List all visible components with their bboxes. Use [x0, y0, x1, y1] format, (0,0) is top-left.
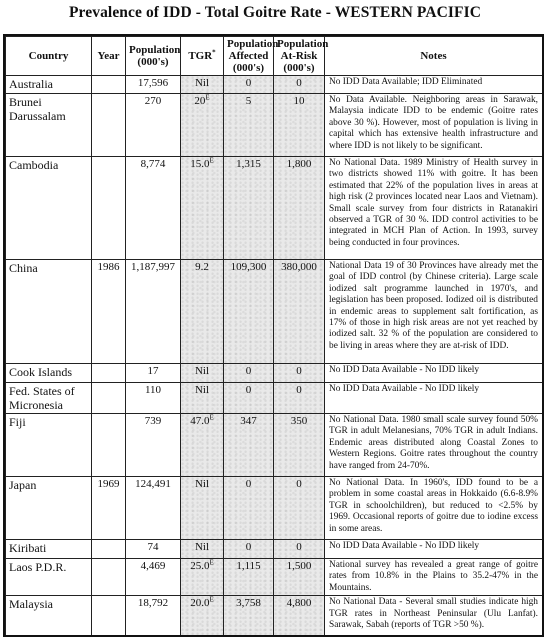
- cell-country: Australia: [6, 76, 92, 94]
- cell-tgr-value: 47.0: [190, 415, 210, 427]
- header-at-risk: [274, 37, 329, 76]
- cell-affected: 0: [224, 477, 274, 540]
- cell-tgr-value: 20.0: [190, 597, 210, 610]
- cell-at-risk: 350: [274, 414, 325, 477]
- table-row: [6, 540, 543, 559]
- header-atrisk-line2: At-Risk: [280, 50, 318, 62]
- header-affected-line2: Affected: [228, 50, 269, 62]
- cell-affected: 0: [224, 383, 274, 414]
- header-country: Country: [6, 37, 92, 76]
- cell-tgr: [181, 94, 224, 157]
- cell-year: [92, 383, 126, 414]
- table-row: [6, 383, 543, 414]
- cell-tgr: [181, 260, 224, 364]
- cell-affected: 5: [224, 94, 274, 157]
- header-affected-line3: (000's): [232, 62, 265, 74]
- cell-tgr: [181, 559, 224, 596]
- cell-tgr-value: Nil: [194, 384, 210, 396]
- cell-population: 270: [126, 94, 181, 157]
- cell-at-risk: 4,800: [274, 596, 325, 637]
- page-title: Prevalence of IDD - Total Goitre Rate - WESTERN PACIFIC: [68, 4, 482, 21]
- cell-notes: No National Data. In 1960's, IDD found to be a problem in some coastal areas in Hokkaido (6.6-8.9% TGR in schoolchildren), but reduced to <2.5% by 1969. Occasional reports of goitre due to iodine excess in some areas.: [325, 477, 543, 540]
- cell-year: [92, 414, 126, 477]
- cell-notes: No National Data. 1980 small scale survey found 50% TGR in adult Melanesians, 70% TGR in adult Indians. Endemic areas distributed along Coastal Zones to Western Regions. Goitre rates throughout the country have ranged from 24-70%.: [325, 414, 543, 477]
- cell-at-risk: 0: [274, 76, 325, 94]
- table-row: [6, 559, 543, 596]
- table-row: [6, 94, 543, 157]
- cell-notes: National Data 19 of 30 Provinces have already met the goal of IDD control (by Chinese criteria). Large scale iodized salt programme launched in 1970's, and legislation has been proposed. Iodized oil is distributed in endemic areas to supplement salt fortification, as 17% of those in high risk areas are not yet reached by iodized salt. 32 % of the population are considered to be living in areas where they are at-risk of IDD.: [325, 260, 543, 364]
- header-affected: [224, 37, 279, 76]
- cell-year: 1986: [92, 260, 126, 364]
- cell-at-risk: 0: [274, 364, 325, 383]
- cell-affected: 109,300: [224, 260, 274, 364]
- cell-tgr-sup: E: [209, 595, 214, 604]
- cell-country: Laos P.D.R.: [6, 559, 92, 596]
- cell-at-risk: 380,000: [274, 260, 325, 364]
- cell-population: 8,774: [126, 157, 181, 260]
- cell-at-risk: 0: [274, 540, 325, 559]
- cell-population: 74: [126, 540, 181, 559]
- cell-country: China: [6, 260, 92, 364]
- cell-population: 124,491: [126, 477, 181, 540]
- cell-country: Cook Islands: [6, 364, 92, 383]
- cell-country: Japan: [6, 477, 92, 540]
- header-population-line2: (000's): [137, 56, 169, 68]
- cell-country: Malaysia: [6, 596, 92, 637]
- cell-affected: 1,315: [224, 157, 274, 260]
- table-row: [6, 414, 543, 477]
- cell-tgr-value: Nil: [194, 365, 210, 377]
- cell-tgr-sup: E: [209, 156, 214, 165]
- cell-population: 17: [126, 364, 181, 383]
- cell-year: [92, 94, 126, 157]
- header-year: Year: [92, 37, 126, 76]
- cell-tgr-value: Nil: [194, 478, 210, 490]
- cell-tgr-value: 9.2: [195, 261, 209, 273]
- cell-notes: No Data Available. Neighboring areas in Sarawak, Malaysia indicate IDD to be endemic (Goitre rates above 30 %). However, most of population is living in capital which has extensive health infrastructure and where IDD is not likely to be significant.: [325, 94, 543, 157]
- cell-tgr: [181, 477, 224, 540]
- cell-tgr: [181, 157, 224, 260]
- cell-population: 739: [126, 414, 181, 477]
- cell-tgr-sup: E: [209, 413, 214, 422]
- table-row: [6, 477, 543, 540]
- cell-at-risk: 10: [274, 94, 325, 157]
- cell-affected: 0: [224, 76, 274, 94]
- cell-year: [92, 76, 126, 94]
- cell-country: Fed. States of Micronesia: [6, 383, 92, 414]
- cell-year: 1969: [92, 477, 126, 540]
- header-population: [126, 37, 181, 76]
- cell-tgr-value: 20: [194, 95, 206, 107]
- cell-tgr: [181, 383, 224, 414]
- cell-country: Cambodia: [6, 157, 92, 260]
- table-row: [6, 364, 543, 383]
- cell-year: [92, 559, 126, 596]
- header-affected-line1: Population: [227, 38, 279, 50]
- header-atrisk-line3: (000's): [283, 62, 315, 74]
- cell-year: [92, 364, 126, 383]
- cell-affected: 0: [224, 540, 274, 559]
- cell-tgr-value: 25.0: [190, 560, 210, 572]
- cell-tgr: [181, 364, 224, 383]
- idd-table: [5, 36, 543, 637]
- table-row: [6, 596, 543, 637]
- cell-affected: 347: [224, 414, 274, 477]
- cell-population: 4,469: [126, 559, 181, 596]
- header-tgr-sup: *: [212, 48, 216, 57]
- cell-population: 1,187,997: [126, 260, 181, 364]
- cell-affected: 3,758: [224, 596, 274, 637]
- cell-notes: No IDD Data Available - No IDD likely: [325, 364, 543, 383]
- cell-country: Brunei Darussalam: [6, 94, 92, 157]
- header-tgr: [181, 37, 224, 76]
- cell-country: Kiribati: [6, 540, 92, 559]
- cell-notes: No IDD Data Available - No IDD likely: [325, 383, 543, 414]
- cell-year: [92, 596, 126, 637]
- cell-tgr-value: Nil: [194, 541, 210, 553]
- cell-at-risk: 0: [274, 383, 325, 414]
- cell-year: [92, 540, 126, 559]
- header-tgr-label: TGR: [188, 50, 213, 62]
- cell-affected: 0: [224, 364, 274, 383]
- cell-affected: 1,115: [224, 559, 274, 596]
- cell-tgr: [181, 540, 224, 559]
- header-notes: Notes: [325, 37, 543, 76]
- cell-tgr-value: Nil: [194, 77, 210, 89]
- idd-table-frame: [3, 34, 544, 637]
- cell-notes: National survey has revealed a great range of goitre rates from 10.8% in the Plains to 35.2-47% in the Mountains.: [325, 559, 543, 596]
- cell-population: 110: [126, 383, 181, 414]
- cell-notes: No National Data - Several small studies indicate high TGR rates in Northeast Peninsular (Ulu Lanfat). Sarawak, Sabah (reports of TGR >50 %).: [325, 596, 543, 637]
- cell-notes: No IDD Data Available - No IDD likely: [325, 540, 543, 559]
- cell-at-risk: 0: [274, 477, 325, 540]
- cell-at-risk: 1,500: [274, 559, 325, 596]
- cell-population: 18,792: [126, 596, 181, 637]
- cell-country: Fiji: [6, 414, 92, 477]
- cell-population: 17,596: [126, 76, 181, 94]
- table-row: [6, 260, 543, 364]
- table-row: [6, 157, 543, 260]
- cell-tgr-sup: E: [205, 93, 210, 102]
- cell-notes: No National Data. 1989 Ministry of Health survey in two districts showed 11% with goitre. It has been estimated that 22% of the population lives in areas at high risk (2 provinces located near Laos and Vietnam). Small scale survey from four districts in Ratanakiri observed a TGR of 30 %. IDD control activities to be integrated in MCH Plan of Action. In 1993, survey being conducted in four provinces.: [325, 157, 543, 260]
- cell-notes: No IDD Data Available; IDD Eliminated: [325, 76, 543, 94]
- cell-year: [92, 157, 126, 260]
- cell-tgr-sup: E: [209, 558, 214, 567]
- cell-tgr: [181, 414, 224, 477]
- header-atrisk-line1: Population: [277, 38, 329, 50]
- cell-tgr-value: 15.0: [190, 158, 210, 170]
- cell-tgr: [181, 76, 224, 94]
- header-row: [6, 37, 543, 76]
- cell-at-risk: 1,800: [274, 157, 325, 260]
- cell-tgr: [181, 596, 224, 637]
- header-population-line1: Population: [129, 44, 181, 56]
- table-row: [6, 76, 543, 94]
